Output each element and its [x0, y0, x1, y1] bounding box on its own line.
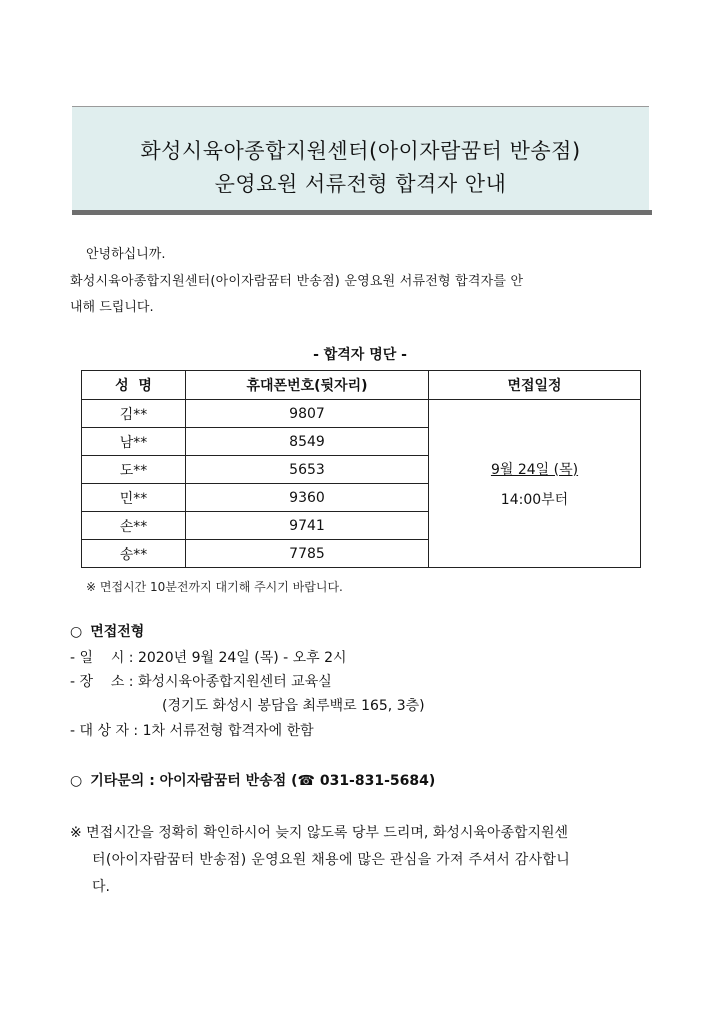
- column-header-phone: 휴대폰번호(뒷자리): [186, 371, 429, 400]
- row-name: 민**: [82, 484, 186, 512]
- closing-line-3: 다.: [92, 879, 110, 895]
- table-row: [82, 400, 641, 428]
- roster-note: ※ 면접시간 10분전까지 대기해 주시기 바랍니다.: [86, 580, 343, 594]
- interview-place-line: - 장 소 : 화성시육아종합지원센터 교육실: [70, 674, 332, 690]
- interview-date-line: - 일 시 : 2020년 9월 24일 (목) - 오후 2시: [70, 650, 347, 666]
- roster-table: [81, 370, 641, 568]
- row-name: 남**: [82, 428, 186, 456]
- contact-line: [70, 770, 435, 790]
- closing-line-1: ※ 면접시간을 정확히 확인하시어 늦지 않도록 당부 드리며, 화성시육아종합지원센: [70, 825, 569, 841]
- title-shadow-bar: [72, 210, 652, 215]
- interview-schedule-cell: [429, 400, 641, 568]
- column-header-name: 성 명: [82, 371, 186, 400]
- row-name: 손**: [82, 512, 186, 540]
- row-phone: 9807: [186, 400, 429, 428]
- table-header-row: [82, 371, 641, 400]
- interview-section-label: 면접전형: [90, 624, 145, 640]
- interview-address-line: (경기도 화성시 봉담읍 최루백로 165, 3층): [162, 698, 425, 714]
- intro-line-1: 화성시육아종합지원센터(아이자람꿈터 반송점) 운영요원 서류전형 합격자를 안: [70, 274, 524, 289]
- interview-time: 14:00부터: [500, 491, 569, 508]
- title-box: [72, 106, 649, 211]
- interview-section-title: [70, 621, 144, 641]
- contact-text: 기타문의 : 아이자람꿈터 반송점 (☎ 031-831-5684): [90, 773, 436, 789]
- row-phone: 9360: [186, 484, 429, 512]
- roster-heading: - 합격자 명단 -: [313, 347, 407, 363]
- circle-bullet-icon: ○: [70, 624, 83, 640]
- row-name: 송**: [82, 540, 186, 568]
- closing-line-2: 터(아이자람꿈터 반송점) 운영요원 채용에 많은 관심을 가져 주셔서 감사합니: [92, 852, 571, 868]
- row-name: 김**: [82, 400, 186, 428]
- interview-date: 9월 24일 (목): [490, 461, 579, 478]
- intro-greeting: 안녕하십니까.: [86, 247, 166, 262]
- column-header-interview: 면접일정: [429, 371, 641, 400]
- row-phone: 8549: [186, 428, 429, 456]
- interview-target-line: - 대 상 자 : 1차 서류전형 합격자에 한함: [70, 723, 314, 739]
- row-phone: 5653: [186, 456, 429, 484]
- page-title-line-1: 화성시육아종합지원센터(아이자람꿈터 반송점): [140, 139, 581, 163]
- row-phone: 9741: [186, 512, 429, 540]
- row-name: 도**: [82, 456, 186, 484]
- intro-line-2: 내해 드립니다.: [70, 300, 154, 315]
- circle-bullet-icon: ○: [70, 773, 83, 789]
- page-title-line-2: 운영요원 서류전형 합격자 안내: [214, 172, 507, 196]
- row-phone: 7785: [186, 540, 429, 568]
